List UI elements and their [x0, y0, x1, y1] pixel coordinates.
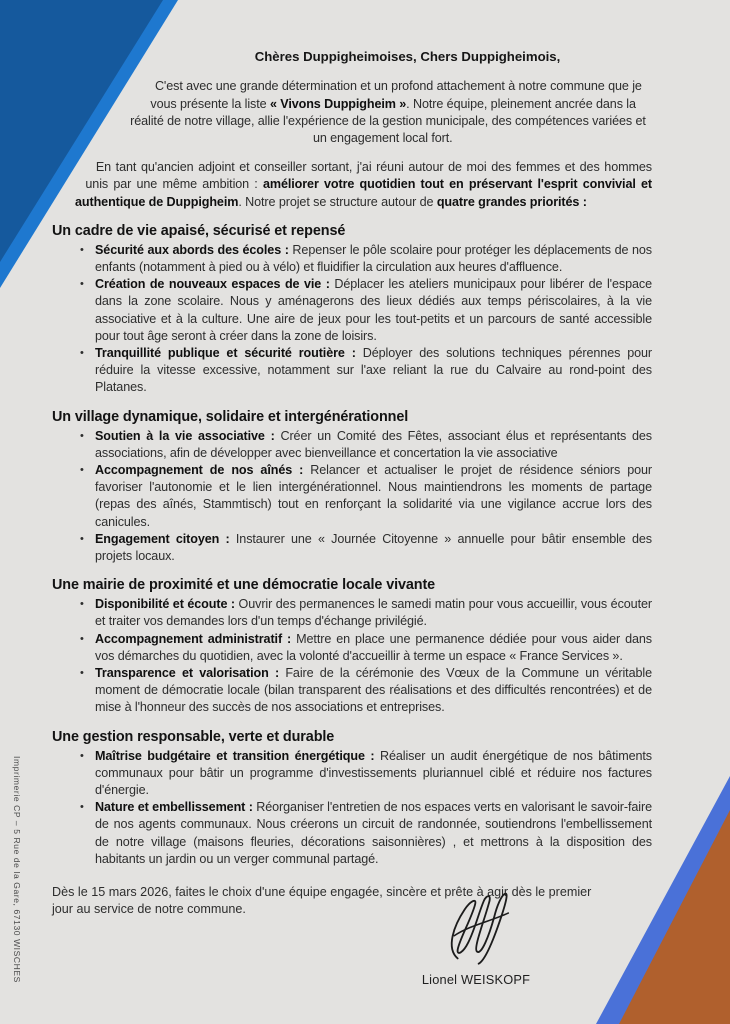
- bullet-label: Accompagnement administratif :: [95, 631, 292, 646]
- bullet-text: Créer un Comité des Fêtes, associant élus et représentants des associations, afin de développer avec bienveillance et concertation la vie associative: [95, 428, 652, 460]
- bullet-list: [52, 748, 652, 868]
- signature-block: [396, 884, 556, 987]
- bullet-label: Tranquillité publique et sécurité routière :: [95, 346, 356, 361]
- text-run: . Notre projet se structure autour de: [238, 194, 437, 209]
- bullet-text: Déployer des solutions techniques pérennes pour réduire la vitesse excessive, notamment sur l'axe reliant la rue du Calvaire au rond-point des Platanes.: [95, 346, 653, 395]
- bullet-text: Ouvrir des permanences le samedi matin pour vous accueillir, vous écouter et traiter vos demandes lors d'un temps d'échange privilégié.: [95, 597, 652, 629]
- bullet-label: Transparence et valorisation :: [95, 666, 280, 681]
- section-title: Une gestion responsable, verte et durable: [52, 728, 335, 745]
- text-run-bold: « Vivons Duppigheim »: [269, 96, 407, 111]
- bullet-icon: •: [80, 598, 84, 611]
- bullet-icon: •: [80, 347, 84, 360]
- bullet-icon: •: [80, 801, 84, 814]
- bullet-text: Réaliser un audit énergétique de nos bâtiments communaux pour bâtir un programme d'investissements pluriannuel ciblé et réduire nos factures d'énergie.: [95, 748, 652, 798]
- bullet-icon: •: [80, 532, 84, 545]
- list-item: [52, 462, 652, 531]
- section-title: Un village dynamique, solidaire et intergénérationnel: [52, 408, 409, 425]
- signature-image: [428, 884, 524, 970]
- list-item: [52, 799, 652, 868]
- text-run: C'est avec une grande détermination et un profond attachement à notre commune que je vous présente la liste: [150, 79, 642, 111]
- bullet-label: Nature et embellissement :: [95, 800, 253, 815]
- bullet-label: Sécurité aux abords des écoles :: [95, 242, 289, 257]
- list-item: [52, 345, 652, 397]
- section-title: Un cadre de vie apaisé, sécurisé et repensé: [52, 222, 346, 239]
- bullet-icon: •: [80, 464, 84, 477]
- bullet-text: Instaurer une « Journée Citoyenne » annuelle pour bâtir ensemble des projets locaux.: [95, 531, 652, 564]
- bullet-icon: •: [80, 632, 84, 645]
- bullet-label: Disponibilité et écoute :: [95, 597, 235, 612]
- list-item: [52, 596, 652, 630]
- closing-paragraph: Dès le 15 mars 2026, faites le choix d'une équipe engagée, sincère et prête à agir dès le premier jour au service de notre commune.: [52, 885, 592, 917]
- list-item: [52, 665, 652, 717]
- bullet-label: Accompagnement de nos aînés :: [95, 463, 304, 478]
- bullet-text: Repenser le pôle scolaire pour protéger les déplacements de nos enfants (notamment à pied ou à vélo) et fluidifier la circulation aux heures d'affluence.: [95, 242, 652, 274]
- bullet-label: Création de nouveaux espaces de vie :: [95, 277, 330, 292]
- bullet-icon: •: [80, 667, 84, 680]
- printer-credit: Imprimerie CP – 5 Rue de la Gare, 67130 WISCHES: [12, 756, 22, 983]
- bullet-list: [52, 596, 652, 716]
- bullet-icon: •: [80, 429, 84, 442]
- bullet-text: Déplacer les ateliers municipaux pour libérer de l'espace dans la zone scolaire. Nous y aménagerons des lieux dédiés aux temps périscolaires, à la vie associative et à la culture. Une aire de jeux pour les tout-petits et un parcours de santé accessible pour tout âge seront à créer dans la zone de loisirs.: [95, 277, 652, 343]
- section-cadre-de-vie: [52, 222, 652, 397]
- bullet-label: Soutien à la vie associative :: [95, 428, 275, 443]
- bullet-icon: •: [80, 278, 84, 291]
- text-run: En tant qu'ancien adjoint et conseiller sortant, j'ai réuni autour de moi des femmes et des hommes unis par une même ambition :: [85, 160, 652, 192]
- bullet-icon: •: [80, 749, 84, 762]
- list-item: [52, 531, 652, 565]
- bullet-text: Relancer et actualiser le projet de résidence séniors pour favoriser l'autonomie et le lien intergénérationnel. Nous maintiendrons les moments de partage (repas des aînés, Stammtisch) tout en renforçant la solidarité via une vigilance accrue lors des canicules.: [95, 463, 652, 529]
- list-item: [52, 276, 652, 345]
- bullet-text: Faire de la cérémonie des Vœux de la Commune un véritable moment de démocratie locale (bilan transparent des réalisations et des difficultés rencontrées) et de mise à l'honneur des succès de nos associations et entreprises.: [95, 666, 652, 715]
- section-mairie-proximite: [52, 576, 652, 716]
- text-run-bold: quatre grandes priorités :: [436, 194, 587, 209]
- bullet-text: Mettre en place une permanence dédiée pour vous aider dans vos démarches du quotidien, avec la volonté d'accueillir à terme un espace « France Services ».: [95, 631, 652, 663]
- section-gestion-responsable: [52, 728, 652, 868]
- section-title: Une mairie de proximité et une démocratie locale vivante: [52, 577, 436, 594]
- bullet-text: Réorganiser l'entretien de nos espaces verts en valorisant le savoir-faire de nos agents communaux. Nous créerons un circuit de randonnée, soutiendrons l'embellissement de notre village (maisons fleuries, décorations saisonnières) , et mettrons à la disposition des habitants un jardin ou un verger communal partagé.: [95, 800, 652, 866]
- bullet-label: Maîtrise budgétaire et transition énergétique :: [95, 748, 375, 763]
- bullet-icon: •: [80, 243, 84, 256]
- intro-paragraph-2: [52, 159, 652, 211]
- list-item: [52, 428, 652, 462]
- text-run-bold: améliorer votre quotidien tout en préservant l'esprit convivial et authentique de Duppigheim: [75, 177, 652, 209]
- bullet-label: Engagement citoyen :: [95, 531, 230, 546]
- bullet-list: [52, 428, 652, 566]
- signature-name: Lionel WEISKOPF: [421, 972, 531, 987]
- section-village-dynamique: [52, 408, 652, 566]
- salutation: Chères Duppigheimoises, Chers Duppigheimois,: [254, 49, 561, 65]
- list-item: [52, 748, 652, 800]
- list-item: [52, 631, 652, 665]
- bullet-list: [52, 242, 652, 397]
- text-run: . Notre équipe, pleinement ancrée dans la réalité de notre village, allie l'expérience de la gestion municipale, des compétences variées et un engagement local fort.: [130, 96, 646, 145]
- list-item: [52, 242, 652, 276]
